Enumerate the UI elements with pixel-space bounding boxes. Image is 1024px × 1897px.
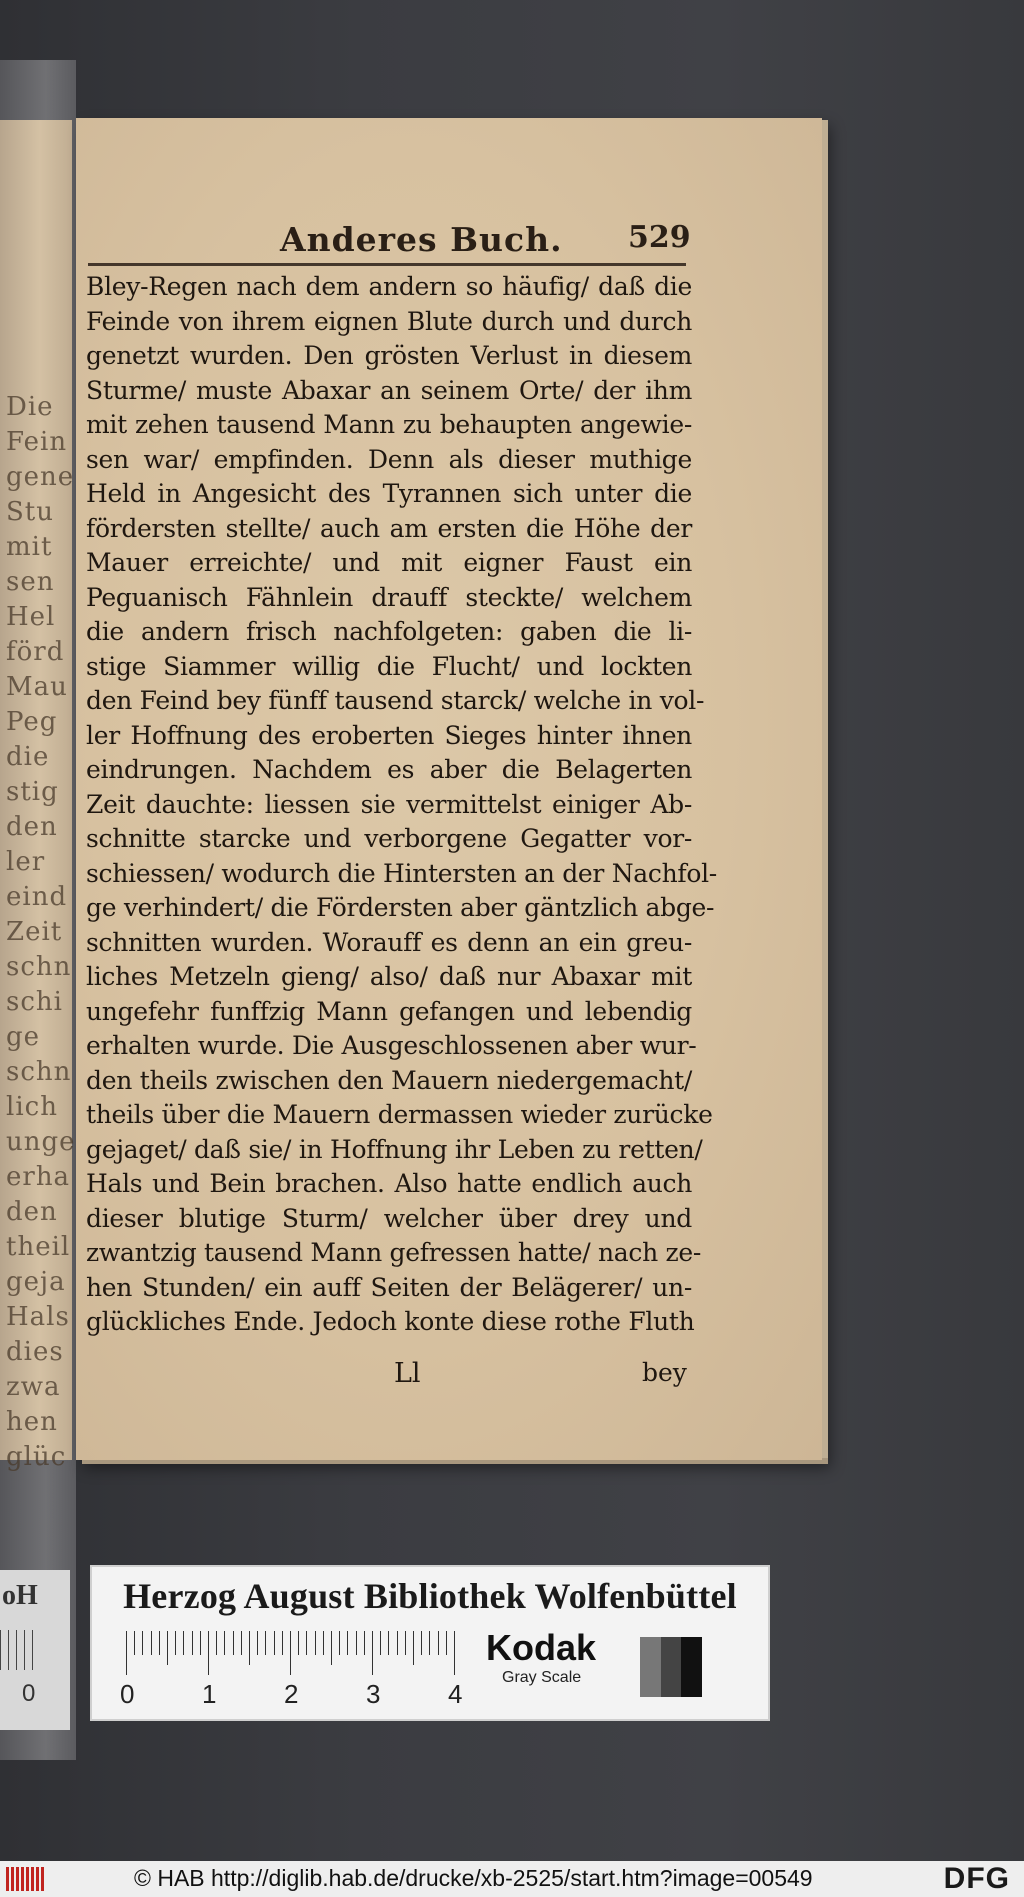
running-head-title: Anderes Buch. [280,220,563,259]
ruler-tick [298,1631,299,1655]
previous-page-fragment: förd [6,637,65,667]
measurement-ruler [126,1631,462,1675]
text-line: Sturme/ muste Abaxar an seinem Orte/ der ihm [86,375,692,405]
head-rule [88,263,686,266]
ruler-tick [159,1631,160,1655]
color-calibration-card [92,1567,768,1719]
dfg-logo: DFG [943,1862,1010,1895]
text-line: fördersten stellte/ auch am ersten die Höhe der [86,513,692,543]
previous-page-fragment: Hals [6,1302,70,1332]
ruler-tick [290,1631,291,1675]
ruler-tick [282,1631,283,1655]
ruler-tick [413,1631,414,1665]
text-line: glückliches Ende. Jedoch konte diese rothe Fluth [86,1307,695,1336]
previous-page-fragment: schn [6,952,72,982]
previous-page-fragment: den [6,812,58,842]
ruler-tick [142,1631,143,1655]
catchword: bey [642,1358,687,1387]
ruler-tick [167,1631,168,1665]
ruler-tick [380,1631,381,1655]
ruler-number: 0 [120,1679,135,1709]
ruler-tick [216,1631,217,1655]
ruler-tick [405,1631,406,1655]
ruler-tick [126,1631,127,1675]
gray-patch [661,1637,682,1697]
previous-card-ruler [0,1630,40,1670]
text-line: mit zehen tausend Mann zu behaupten angewie- [86,410,692,439]
text-line: schnitte starcke und verborgene Gegatter vor- [86,824,692,853]
ruler-tick [429,1631,430,1655]
text-line: dieser blutige Sturm/ welcher über drey und [86,1203,692,1233]
ruler-tick [134,1631,135,1655]
text-line: Peguanisch Fähnlein drauff steckte/ welchem [86,582,692,612]
ruler-tick [364,1631,365,1655]
text-line: eindrungen. Nachdem es aber die Belagerten [86,755,692,784]
ruler-tick [151,1631,152,1655]
text-line: den Feind bey fünff tausend starck/ welche in vol- [86,686,705,715]
previous-page-fragment: Die [6,392,54,422]
previous-page-fragment: Stu [6,497,55,527]
previous-page-fragment: zwa [6,1372,61,1402]
text-line: Held in Angesicht des Tyrannen sich unter die [86,479,692,508]
ruler-tick [274,1631,275,1655]
previous-page-fragment: hen [6,1407,58,1437]
text-line: erhalten wurde. Die Ausgeschlossenen aber wur- [86,1031,697,1060]
ruler-tick [306,1631,307,1655]
ruler-tick [208,1631,209,1675]
text-line: Bley-Regen nach dem andern so häufig/ daß die [86,272,692,301]
ruler-tick [241,1631,242,1655]
text-line: liches Metzeln gieng/ also/ daß nur Abaxar mit [86,962,692,991]
text-line: hen Stunden/ ein auff Seiten der Belägerer/ un- [86,1272,692,1302]
text-line: Mauer erreichte/ und mit eigner Faust ein [86,548,692,577]
previous-page-fragment: schn [6,1057,72,1087]
ruler-tick [200,1631,201,1655]
previous-page-fragment: die [6,742,50,772]
text-line: stige Siammer willig die Flucht/ und lockten [86,651,692,681]
ruler-tick [249,1631,250,1665]
text-line: gejaget/ daß sie/ in Hoffnung ihr Leben zu retten/ [86,1134,703,1164]
text-line: Hals und Bein brachen. Also hatte endlich auch [86,1169,692,1198]
ruler-tick [372,1631,373,1675]
ruler-tick [183,1631,184,1655]
hab-logo-icon [6,1867,46,1891]
ruler-tick [388,1631,389,1655]
text-line: Zeit dauchte: liessen sie vermittelst einiger Ab- [86,789,692,819]
previous-card-number: 0 [22,1680,36,1707]
text-line: schnitten wurden. Worauff es denn an ein greu- [86,927,692,957]
gray-patches [640,1637,702,1697]
previous-page-text-fragments [6,390,76,1475]
ruler-number: 1 [202,1679,217,1709]
previous-color-card-edge [0,1570,70,1730]
previous-page-fragment: lich [6,1092,58,1122]
previous-page-fragment: Fein [6,427,68,457]
previous-page-fragment: Mau [6,672,68,702]
ruler-tick [356,1631,357,1655]
text-line: theils über die Mauern dermassen wieder zurücke [86,1100,713,1129]
ruler-number: 2 [284,1679,299,1709]
library-name: Herzog August Bibliothek Wolfenbüttel [123,1576,737,1616]
signature-mark: Ll [394,1358,421,1389]
previous-page-edge [0,120,76,1472]
ruler-numbers [120,1679,486,1709]
text-line: zwantzig tausend Mann gefressen hatte/ nach ze- [86,1238,702,1267]
previous-page-fragment: ler [6,847,46,877]
page-edge [822,120,828,1458]
gray-scale-label: Gray Scale [502,1669,582,1686]
previous-page-fragment: Peg [6,707,58,737]
previous-page-fragment: dies [6,1337,64,1367]
book-page [76,118,822,1460]
previous-page-fragment: sen [6,567,55,597]
ruler-tick [446,1631,447,1655]
ruler-tick [175,1631,176,1655]
footer-credit[interactable]: © HAB http://diglib.hab.de/drucke/xb-2525/start.htm?image=00549 [134,1865,813,1891]
ruler-tick [192,1631,193,1655]
previous-page-fragment: erha [6,1162,71,1192]
ruler-tick [421,1631,422,1655]
previous-page-fragment: schi [6,987,63,1017]
ruler-tick [224,1631,225,1655]
page-number: 529 [628,220,691,255]
previous-page-fragment: stig [6,777,59,807]
text-line: genetzt wurden. Den grösten Verlust in diesem [86,341,692,370]
previous-page-fragment: Zeit [6,917,63,947]
ruler-tick [339,1631,340,1655]
text-line: die andern frisch nachfolgeten: gaben die li- [86,617,692,646]
ruler-tick [323,1631,324,1655]
ruler-tick [257,1631,258,1655]
text-line: ler Hoffnung des eroberten Sieges hinter ihnen [86,720,692,750]
text-line: ungefehr funffzig Mann gefangen und lebendig [86,996,692,1026]
footer-bar [0,1861,1024,1897]
ruler-tick [265,1631,266,1655]
text-line: sen war/ empfinden. Denn als dieser muthige [86,444,692,474]
gray-patch [640,1637,661,1697]
ruler-tick [454,1631,455,1675]
ruler-tick [438,1631,439,1655]
gray-patch [681,1637,702,1697]
previous-page-fragment: theil [6,1232,71,1262]
ruler-tick [315,1631,316,1655]
ruler-tick [397,1631,398,1655]
previous-card-fragment: oH [2,1580,38,1611]
previous-page-fragment: mit [6,532,53,562]
text-line: Feinde von ihrem eignen Blute durch und durch [86,306,692,336]
previous-page-fragment: eind [6,882,68,912]
ruler-number: 4 [448,1679,463,1709]
ruler-tick [233,1631,234,1655]
previous-page-fragment: geja [6,1267,66,1297]
text-line: den theils zwischen den Mauern niedergemacht/ [86,1065,692,1095]
ruler-number: 3 [366,1679,381,1709]
ruler-tick [331,1631,332,1665]
previous-page-fragment: den [6,1197,58,1227]
kodak-logo: Kodak [486,1627,597,1668]
ruler-tick [347,1631,348,1655]
text-line: ge verhindert/ die Fördersten aber gäntzlich abge- [86,893,715,922]
previous-page-fragment: Hel [6,602,56,632]
page-footer-line [76,1358,822,1398]
previous-page-fragment: glüc [6,1442,67,1472]
text-line: schiessen/ wodurch die Hintersten an der Nachfol- [86,858,717,888]
body-text [86,270,717,1340]
previous-page-fragment: ge [6,1022,41,1052]
previous-page-fragment: gene [6,462,75,492]
previous-page-fragment: unge [6,1127,76,1157]
